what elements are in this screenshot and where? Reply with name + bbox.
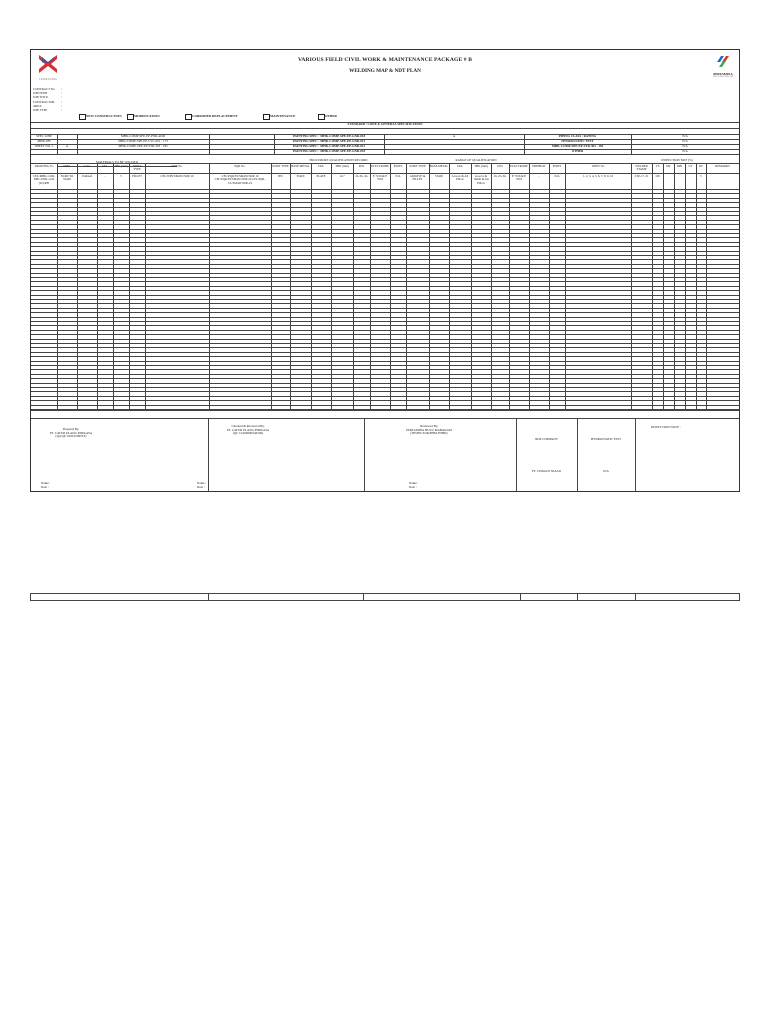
- table-cell: E 7016 & E 7018: [511, 174, 527, 182]
- client-logo-text: PERTAMINA: [713, 72, 733, 76]
- nde-company-label: NDE COMPANY: [535, 437, 558, 441]
- info-label: JOB TITLE: [33, 95, 49, 100]
- prepared-role: (QA/QC DOCUMENT): [55, 434, 87, 438]
- column-header: BASE METAL: [429, 164, 449, 168]
- column-header: MT: [666, 164, 671, 168]
- spec-mid-value: PAINTING SPEC : MHK-COMP-SPE-EP-GNR-018: [292, 134, 366, 138]
- column-header: JOINT TYPE: [132, 164, 142, 172]
- spec-left-value: MHK-COMP-SPE-EP-STR-303 - 183: [118, 144, 168, 148]
- reviewed-role: (INSPECTOR/PHM-FNHD): [410, 431, 448, 435]
- column-header: DRAWING No: [34, 164, 54, 168]
- table-cell: Groove & 14mm & All Pillow: [473, 174, 489, 185]
- spec-right-label: OTHER: [571, 149, 584, 153]
- info-value: :: [61, 99, 62, 104]
- spec-mid-value: PAINTING SPEC : MHK-COMP-SPE-EP-GNR-013: [292, 144, 366, 148]
- page-footer-bar: [30, 593, 740, 601]
- table-cell: 5: [120, 174, 122, 178]
- table-cell: N/A: [395, 174, 401, 178]
- column-header: THK (mm): [474, 164, 488, 168]
- table-cell: 5: [700, 174, 702, 178]
- spec-right-label: HYDROSTATIC TEST: [561, 139, 594, 143]
- table-cell: PLATE: [316, 174, 326, 178]
- group-header-inspection: INSPECTION NDT (%): [661, 158, 693, 162]
- column-header: POS: [358, 164, 365, 168]
- column-header: PQR No.: [234, 164, 246, 168]
- prepared-date: Date :: [41, 484, 49, 489]
- table-cell: -: [538, 174, 540, 178]
- reviewed-date: Date :: [409, 484, 417, 489]
- table-cell: GROOVE & FILLET: [409, 174, 426, 182]
- checked-role: (QC COORDINATOR): [232, 431, 264, 435]
- checkbox-corroded-replacement[interactable]: [185, 114, 192, 120]
- column-header: VS: [655, 164, 660, 168]
- column-header: ELECTRODE: [510, 164, 528, 168]
- column-header: WPS No.: [171, 164, 183, 168]
- column-header: PWHT: [552, 164, 562, 168]
- contractor-logo-text: CATUR ELANG: [39, 78, 57, 81]
- table-cell: 1G 2G 3G: [493, 174, 507, 178]
- column-header: PREHEAT: [532, 164, 546, 168]
- info-value: :: [61, 95, 62, 100]
- spec-right-label: PIPING CLASS / RATING: [558, 134, 597, 138]
- label-new-construction: NEW CONSTRUCTION: [86, 114, 122, 118]
- column-header: ELECTRODE: [371, 164, 389, 168]
- column-header: DIA: [102, 164, 108, 168]
- table-cell: BW: [278, 174, 283, 178]
- info-label: CONTRACTOR: [33, 99, 55, 104]
- table-cell: CEL/MHK-COD-MEC/OSD-1142 (02)/RFI: [33, 174, 55, 185]
- spec-mid-extra: A: [452, 134, 456, 138]
- column-header: DIA: [457, 164, 463, 168]
- inspection-note: INSPECTION NOTE :: [651, 425, 681, 429]
- table-cell: N/A: [554, 174, 560, 178]
- prepared-name: Name :: [41, 481, 51, 485]
- checked-date: Date :: [197, 484, 205, 489]
- column-header: POS: [497, 164, 503, 168]
- column-header: MPI: [676, 164, 683, 168]
- column-header: JOINT No: [591, 164, 605, 168]
- column-header: C.No: [83, 164, 91, 168]
- column-header: JOINT TYPE: [409, 164, 426, 168]
- table-cell: 100: [655, 174, 660, 178]
- table-cell: SS400: [435, 174, 443, 178]
- table-cell: CSP-17, 21: [634, 174, 649, 178]
- column-header: RT: [699, 164, 703, 168]
- checked-title: Checked & Reviewed By,: [231, 424, 265, 428]
- column-header: BASE METAL: [291, 164, 310, 168]
- column-header: THK (mm): [335, 164, 349, 168]
- spec-mid-value: PAINTING SPEC : MHK-COMP-SPE-EP-GNR-013: [292, 139, 366, 143]
- table-cell: 12.7: [339, 174, 345, 178]
- column-header: DIA: [318, 164, 324, 168]
- reviewed-title: Reviewed By,: [420, 424, 438, 428]
- reviewed-name: Name :: [409, 481, 419, 485]
- nde-company-value: PT. CHAVAN SEALD: [532, 469, 561, 473]
- label-corroded-replacement: CORRODED REPLACEMENT: [192, 114, 238, 118]
- spec-left-mark: A: [65, 144, 69, 148]
- column-header: UT: [688, 164, 693, 168]
- info-value: :: [61, 87, 62, 91]
- spec-right-value: N/A: [682, 149, 688, 153]
- label-modification: MODIFICATION: [134, 114, 160, 118]
- checkbox-other[interactable]: [318, 114, 325, 120]
- table-cell: CEL/WPS/SMAW/SDP-19: [160, 174, 194, 178]
- info-block: [33, 88, 103, 113]
- table-cell: SS400: [296, 174, 305, 178]
- column-header: JOINT TYPE: [272, 164, 289, 168]
- spec-right-value: N/A: [682, 134, 688, 138]
- prepared-title: Prepared By,: [62, 427, 80, 431]
- checkbox-new-construction[interactable]: [79, 114, 86, 120]
- checked-company: PT. CATUR ELANG PERKASA: [226, 427, 270, 432]
- hydro-test-value: N/A: [603, 469, 609, 473]
- page-title: VARIOUS FIELD CIVIL WORK & MAINTENANCE PACKAGE # B: [297, 57, 473, 63]
- checkbox-modification[interactable]: [127, 114, 134, 120]
- info-label: JOB ITEM: [33, 91, 48, 96]
- spec-left-value: MHK-COMP-SPE-EP-PNR-ADD: [120, 134, 166, 138]
- column-header: WELDER STAMP: [635, 164, 648, 172]
- spec-left-label: SHEET NO. 1: [34, 144, 54, 148]
- column-header: SPEC: [63, 164, 71, 168]
- spec-right-label: MHK-COMP-SPE-EP-STR-303 - 183: [551, 144, 604, 148]
- prepared-company: PT. CATUR ELANG PERKASA: [49, 430, 93, 435]
- column-header: THK (mm): [114, 164, 128, 168]
- table-cell: Unlisted: [81, 174, 93, 178]
- checked-name: Name :: [197, 481, 207, 485]
- info-value: :: [61, 91, 62, 96]
- group-header-procedure: PROCEDURE QUALIFICATION RECORD: [309, 158, 368, 162]
- info-label: CONTRACT No: [33, 87, 55, 91]
- checkbox-maintenance[interactable]: [263, 114, 270, 120]
- table-cell: CEL/PQR/SS/SMAW/SDP-19 CEL/PQR/SS/SMAW/SDP-20 CEL/PQR-CL/SMAW/SDP-19: [214, 174, 266, 185]
- column-header: PWHT: [393, 164, 403, 168]
- spec-left-label: MHK-0/B: [37, 139, 51, 143]
- table-cell: Groove & All Pillow: [451, 174, 469, 182]
- info-value: :: [61, 103, 62, 108]
- page-subtitle: WELDING MAP & NDT PLAN: [349, 68, 421, 74]
- group-header-range: RANGE OF QUALIFICATION: [455, 158, 497, 162]
- info-label: JOB TYPE: [33, 107, 48, 112]
- table-cell: 2G 3G 4G: [355, 174, 368, 178]
- welding-map-sheet: [30, 49, 740, 492]
- spec-right-value: N/A: [682, 139, 688, 143]
- spec-mid-value: PAINTING SPEC : MHK-COMP-SPE-EP-GNR-018: [292, 149, 366, 153]
- group-header-materials: MATERIALS TO BE WELDED: [96, 160, 138, 164]
- spec-right-value: N/A: [682, 144, 688, 148]
- info-row: [33, 109, 103, 113]
- label-other: OTHER: [325, 114, 337, 118]
- standard-bar: STANDARD / CODE & GENERAL SPECIFICATION: [347, 122, 423, 126]
- table-cell: E 7016 & E 7018: [372, 174, 388, 182]
- client-logo-sub: HULU MAHAKAM: [712, 75, 734, 79]
- table-cell: FILLET: [132, 174, 142, 178]
- spec-left-label: SPEC LINE: [36, 134, 52, 138]
- table-cell: 1, 2, 3, 4, 5, 6, 7, 8, 9, 10: [583, 174, 613, 178]
- hydro-test-label: HYDROSTATIC TEST: [590, 437, 622, 441]
- label-maintenance: MAINTENANCE: [270, 114, 296, 118]
- table-cell: SS400 TO SS400: [60, 174, 74, 182]
- reviewed-company: PERTAMINA HULU MAHAKAM: [406, 427, 452, 432]
- spec-left-value: MHK-COMP-SPE-EP-CVL-021 - 173: [118, 139, 168, 143]
- table-cell: -: [104, 174, 106, 178]
- info-label: AREA: [33, 103, 42, 108]
- info-value: :: [61, 107, 62, 112]
- column-header: REMARKS: [715, 164, 730, 168]
